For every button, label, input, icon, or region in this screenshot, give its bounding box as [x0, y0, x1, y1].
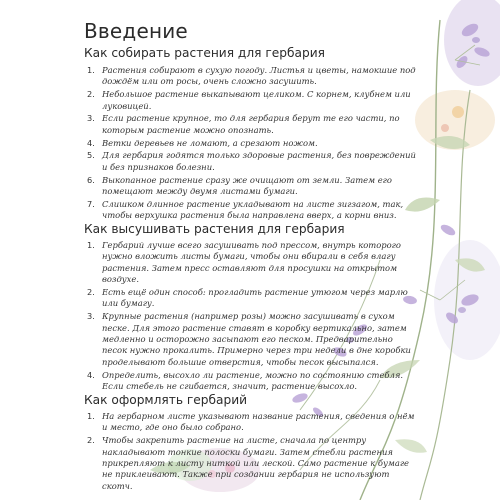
list-item: 2. Небольшое растение выкапывают целиком. С корнем, клубнем или луковицей. [87, 89, 411, 111]
list-item: 3. Если растение крупное, то для гербария берут те его части, по которым растение можно опознать. [87, 113, 400, 135]
list-item: 2. Есть ещё один способ: прогладить растение утюгом через марлю или бумагу. [87, 287, 408, 309]
section-heading-dry: Как высушивать растения для гербария [84, 222, 345, 236]
list-item: 5. Для гербария годятся только здоровые растения, без повреждений и без признаков болезни. [87, 150, 416, 172]
list-design [84, 411, 419, 494]
list-item: 1. На гербарном листе указывают название растения, сведения о нём и место, где оно было собрано. [87, 411, 415, 433]
section-heading-collect: Как собирать растения для гербария [84, 46, 325, 60]
list-dry [84, 240, 419, 394]
list-item: 4. Определить, высохло ли растение, можно по состоянию стебля. Если стебель не сгибается, значит, растение высохло. [87, 369, 404, 392]
list-item: 1. Гербарий лучше всего засушивать под прессом, внутрь которого нужно вложить листы бумаги, чтобы они вбирали в себя влагу растения. Затем пресс оставляют для просушки на открытом воздухе. [87, 240, 401, 285]
list-item: 7. Слишком длинное растение укладывают на листе зигзагом, так, чтобы верхушка растения была направлена вверх, а корни вниз. [87, 198, 404, 221]
list-item: 2. Чтобы закрепить растение на листе, сначала по центру накладывают тонкие полоски бумаги. Затем стебли растения прикрепляют к листу ниткой или леской. Само растение к бумаге не приклеивают. Также при создании гербария не используют скотч. [87, 435, 410, 491]
page-title: Введение [84, 19, 188, 43]
list-item: 1. Растения собирают в сухую погоду. Листья и цветы, намокшие под дождём или от росы, очень сложно засушить. [87, 65, 416, 87]
list-collect [84, 65, 419, 223]
list-item: 4. Ветки деревьев не ломают, а срезают ножом. [87, 137, 318, 148]
section-heading-design: Как оформлять гербарий [84, 393, 248, 407]
list-item: 3. Крупные растения (например розы) можно засушивать в сухом песке. Для этого растение ставят в коробку вертикально, затем медленно и осторожно засыпают его песком. Предварительно песок нужно прокалить. Примерно через три недели в дне коробки проделывают большие отверстия, чтобы песок высыпался. [87, 311, 411, 367]
list-item: 6. Выкопанное растение сразу же очищают от земли. Затем его помещают между двумя листами бумаги. [87, 174, 392, 197]
